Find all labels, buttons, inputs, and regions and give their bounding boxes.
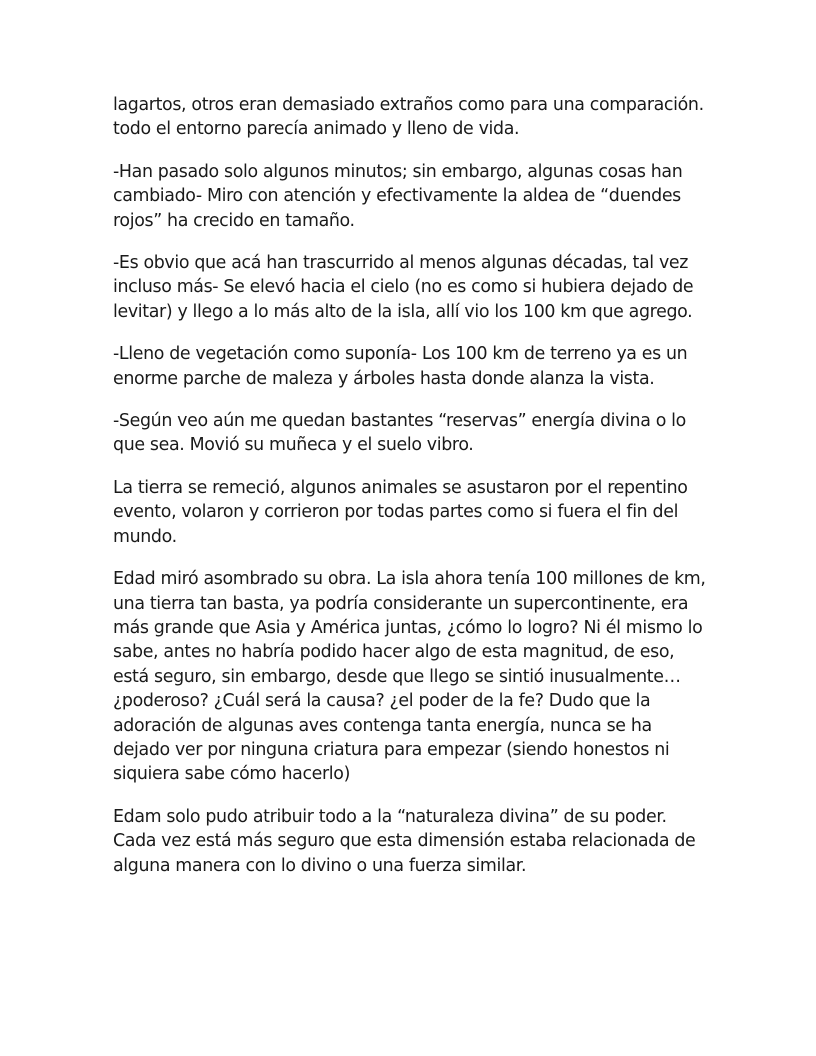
paragraph: Edad miró asombrado su obra. La isla ahora tenía 100 millones de km, una tierra tan basta, ya podría considerante un supercontinente, era más grande que Asia y América juntas, ¿cómo lo logro? Ni él mismo lo sabe, antes no habría podido hacer algo de esta magnitud, de eso, está seguro, sin embargo, desde que llego se sintió inusualmente… ¿poderoso? ¿Cuál será la causa? ¿el poder de la fe? Dudo que la adoración de algunas aves contenga tanta energía, nunca se ha dejado ver por ninguna criatura para empezar (siendo honestos ni siquiera sabe cómo hacerlo) — [113, 569, 706, 785]
paragraph: -Lleno de vegetación como suponía- Los 100 km de terreno ya es un enorme parche de maleza y árboles hasta donde alanza la vista. — [113, 344, 688, 389]
body-text — [113, 93, 708, 878]
paragraph: -Es obvio que acá han trascurrido al menos algunas décadas, tal vez incluso más- Se elevó hacia el cielo (no es como si hubiera dejado de levitar) y llego a lo más alto de la isla, allí vio los 100 km que agrego. — [113, 253, 694, 322]
paragraph: Edam solo pudo atribuir todo a la “naturaleza divina” de su poder. Cada vez está más seguro que esta dimensión estaba relacionada de alguna manera con lo divino o una fuerza similar. — [113, 806, 696, 876]
paragraph: -Según veo aún me quedan bastantes “reservas” energía divina o lo que sea. Movió su muñeca y el suelo vibro. — [113, 411, 686, 456]
paragraph: -Han pasado solo algunos minutos; sin embargo, algunas cosas han cambiado- Miro con atención y efectivamente la aldea de “duendes rojos” ha crecido en tamaño. — [113, 161, 683, 231]
paragraph: La tierra se remeció, algunos animales se asustaron por el repentino evento, volaron y corrieron por todas partes como si fuera el fin del mundo. — [113, 477, 688, 547]
paragraph: lagartos, otros eran demasiado extraños como para una comparación. todo el entorno parecía animado y lleno de vida. — [113, 95, 704, 140]
